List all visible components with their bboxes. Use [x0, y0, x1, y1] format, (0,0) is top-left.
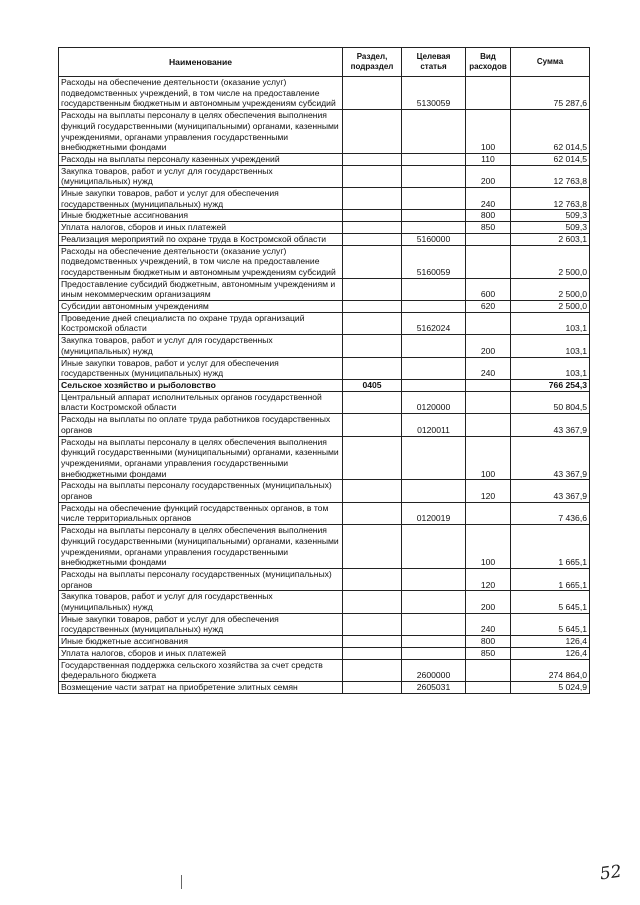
table-row — [59, 568, 590, 590]
cell-section — [343, 245, 402, 278]
cell-name: Расходы на выплаты персоналу в целях обеспечения выполнения функций государственными (муниципальными) органами, казенными учреждениями, органами управления государственными внебюджетными фондами — [59, 525, 343, 569]
cell-sum: 62 014,5 — [511, 153, 590, 165]
cell-section — [343, 647, 402, 659]
table-row — [59, 335, 590, 357]
cell-sum: 126,4 — [511, 636, 590, 648]
cell-section: 0405 — [343, 379, 402, 391]
cell-type — [466, 245, 511, 278]
table-row — [59, 312, 590, 334]
cell-sum: 43 367,9 — [511, 480, 590, 502]
cell-sum: 103,1 — [511, 312, 590, 334]
table-row — [59, 77, 590, 110]
cell-section — [343, 480, 402, 502]
cell-article — [402, 165, 466, 187]
cell-article — [402, 591, 466, 613]
table-row — [59, 647, 590, 659]
table-row — [59, 233, 590, 245]
cell-name: Иные бюджетные ассигнования — [59, 210, 343, 222]
cell-name: Предоставление субсидий бюджетным, автономным учреждениям и иным некоммерческим организациям — [59, 278, 343, 300]
cell-article — [402, 525, 466, 569]
table-row — [59, 245, 590, 278]
cell-sum: 62 014,5 — [511, 110, 590, 154]
cell-article — [402, 357, 466, 379]
cell-name: Расходы на выплаты по оплате труда работников государственных органов — [59, 414, 343, 436]
budget-table — [58, 47, 590, 694]
cell-section — [343, 568, 402, 590]
table-row — [59, 165, 590, 187]
cell-name: Иные бюджетные ассигнования — [59, 636, 343, 648]
cell-type: 620 — [466, 301, 511, 313]
cell-type — [466, 312, 511, 334]
cell-type: 240 — [466, 357, 511, 379]
table-row — [59, 414, 590, 436]
cell-type: 110 — [466, 153, 511, 165]
cell-article — [402, 480, 466, 502]
cell-sum: 5 645,1 — [511, 613, 590, 635]
cell-section — [343, 414, 402, 436]
cell-section — [343, 335, 402, 357]
cell-section — [343, 301, 402, 313]
cell-sum: 12 763,8 — [511, 188, 590, 210]
cell-article — [402, 636, 466, 648]
cell-section — [343, 391, 402, 413]
cell-name: Реализация мероприятий по охране труда в Костромской области — [59, 233, 343, 245]
cell-article — [402, 278, 466, 300]
cell-article — [402, 647, 466, 659]
cell-type: 200 — [466, 591, 511, 613]
table-row — [59, 391, 590, 413]
cell-article: 0120011 — [402, 414, 466, 436]
table-row — [59, 525, 590, 569]
cell-sum: 43 367,9 — [511, 414, 590, 436]
cell-type: 850 — [466, 647, 511, 659]
cell-type: 100 — [466, 110, 511, 154]
table-row — [59, 659, 590, 681]
cell-name: Закупка товаров, работ и услуг для государственных (муниципальных) нужд — [59, 165, 343, 187]
header-type: Вид расходов — [466, 48, 511, 77]
table-row — [59, 480, 590, 502]
cell-sum: 5 645,1 — [511, 591, 590, 613]
cell-section — [343, 636, 402, 648]
cell-type: 120 — [466, 568, 511, 590]
cell-name: Иные закупки товаров, работ и услуг для обеспечения государственных (муниципальных) нужд — [59, 188, 343, 210]
cell-article — [402, 210, 466, 222]
table-row — [59, 502, 590, 524]
cell-name: Расходы на выплаты персоналу государственных (муниципальных) органов — [59, 568, 343, 590]
table-row — [59, 188, 590, 210]
table-row — [59, 278, 590, 300]
table-row — [59, 222, 590, 234]
cell-article — [402, 301, 466, 313]
cell-section — [343, 210, 402, 222]
cell-article: 0120019 — [402, 502, 466, 524]
cell-name: Расходы на обеспечение функций государственных органов, в том числе территориальных органов — [59, 502, 343, 524]
cell-article: 2605031 — [402, 681, 466, 693]
cell-type — [466, 414, 511, 436]
cell-sum: 5 024,9 — [511, 681, 590, 693]
cell-name: Закупка товаров, работ и услуг для государственных (муниципальных) нужд — [59, 591, 343, 613]
table-row — [59, 681, 590, 693]
cell-type: 850 — [466, 222, 511, 234]
cell-section — [343, 591, 402, 613]
table-row — [59, 153, 590, 165]
cell-section — [343, 681, 402, 693]
cell-sum: 2 500,0 — [511, 301, 590, 313]
cell-section — [343, 233, 402, 245]
table-body — [59, 77, 590, 694]
cell-type: 800 — [466, 636, 511, 648]
cell-sum: 103,1 — [511, 335, 590, 357]
cell-section — [343, 312, 402, 334]
cell-article — [402, 335, 466, 357]
cell-name: Уплата налогов, сборов и иных платежей — [59, 222, 343, 234]
cell-section — [343, 222, 402, 234]
cell-article — [402, 379, 466, 391]
cell-name: Расходы на выплаты персоналу государственных (муниципальных) органов — [59, 480, 343, 502]
cell-article: 5162024 — [402, 312, 466, 334]
cell-sum: 103,1 — [511, 357, 590, 379]
cell-article: 0120000 — [402, 391, 466, 413]
cell-section — [343, 659, 402, 681]
cell-name: Закупка товаров, работ и услуг для государственных (муниципальных) нужд — [59, 335, 343, 357]
cell-name: Расходы на выплаты персоналу казенных учреждений — [59, 153, 343, 165]
cell-type: 200 — [466, 335, 511, 357]
cell-type — [466, 391, 511, 413]
cell-type: 600 — [466, 278, 511, 300]
scan-mark — [181, 875, 182, 889]
header-row — [59, 48, 590, 77]
cell-article: 2600000 — [402, 659, 466, 681]
cell-article — [402, 110, 466, 154]
cell-sum: 2 500,0 — [511, 245, 590, 278]
header-article: Целевая статья — [402, 48, 466, 77]
cell-sum: 2 603,1 — [511, 233, 590, 245]
cell-type: 240 — [466, 613, 511, 635]
table-row — [59, 613, 590, 635]
cell-name: Субсидии автономным учреждениям — [59, 301, 343, 313]
table-row — [59, 636, 590, 648]
cell-sum: 509,3 — [511, 210, 590, 222]
cell-type: 800 — [466, 210, 511, 222]
header-name: Наименование — [59, 48, 343, 77]
cell-name: Проведение дней специалиста по охране труда организаций Костромской области — [59, 312, 343, 334]
cell-sum: 509,3 — [511, 222, 590, 234]
cell-name: Расходы на обеспечение деятельности (оказание услуг) подведомственных учреждений, в том числе на предоставление государственным бюджетным и автономным учреждениям субсидий — [59, 77, 343, 110]
cell-article — [402, 613, 466, 635]
cell-sum: 2 500,0 — [511, 278, 590, 300]
cell-sum: 7 436,6 — [511, 502, 590, 524]
table-row — [59, 357, 590, 379]
table-row — [59, 210, 590, 222]
cell-section — [343, 613, 402, 635]
header-section: Раздел, подраздел — [343, 48, 402, 77]
cell-type — [466, 659, 511, 681]
table-row — [59, 110, 590, 154]
cell-type: 100 — [466, 436, 511, 480]
cell-sum: 75 287,6 — [511, 77, 590, 110]
cell-section — [343, 77, 402, 110]
cell-sum: 766 254,3 — [511, 379, 590, 391]
cell-type: 120 — [466, 480, 511, 502]
cell-article — [402, 436, 466, 480]
cell-article — [402, 568, 466, 590]
cell-type: 200 — [466, 165, 511, 187]
cell-name: Расходы на выплаты персоналу в целях обеспечения выполнения функций государственными (муниципальными) органами, казенными учреждениями, органами управления государственными внебюджетными фондами — [59, 110, 343, 154]
cell-type — [466, 502, 511, 524]
table-row — [59, 436, 590, 480]
cell-article: 5160059 — [402, 245, 466, 278]
cell-sum: 50 804,5 — [511, 391, 590, 413]
cell-article — [402, 222, 466, 234]
cell-section — [343, 357, 402, 379]
cell-name: Уплата налогов, сборов и иных платежей — [59, 647, 343, 659]
cell-sum: 43 367,9 — [511, 436, 590, 480]
cell-name: Расходы на выплаты персоналу в целях обеспечения выполнения функций государственными (муниципальными) органами, казенными учреждениями, органами управления государственными внебюджетными фондами — [59, 436, 343, 480]
cell-name: Иные закупки товаров, работ и услуг для обеспечения государственных (муниципальных) нужд — [59, 613, 343, 635]
cell-type — [466, 681, 511, 693]
cell-section — [343, 436, 402, 480]
cell-section — [343, 165, 402, 187]
cell-sum: 126,4 — [511, 647, 590, 659]
cell-name: Иные закупки товаров, работ и услуг для обеспечения государственных (муниципальных) нужд — [59, 357, 343, 379]
table-row — [59, 301, 590, 313]
cell-type: 100 — [466, 525, 511, 569]
cell-article: 5130059 — [402, 77, 466, 110]
cell-type — [466, 233, 511, 245]
table-row — [59, 379, 590, 391]
cell-type — [466, 77, 511, 110]
page-number: 52 — [598, 861, 623, 885]
cell-article — [402, 188, 466, 210]
cell-name: Расходы на обеспечение деятельности (оказание услуг) подведомственных учреждений, в том числе на предоставление государственным бюджетным и автономным учреждениям субсидий — [59, 245, 343, 278]
cell-type — [466, 379, 511, 391]
cell-section — [343, 502, 402, 524]
cell-name: Сельское хозяйство и рыболовство — [59, 379, 343, 391]
cell-name: Государственная поддержка сельского хозяйства за счет средств федерального бюджета — [59, 659, 343, 681]
cell-name: Центральный аппарат исполнительных органов государственной власти Костромской области — [59, 391, 343, 413]
cell-name: Возмещение части затрат на приобретение элитных семян — [59, 681, 343, 693]
cell-sum: 1 665,1 — [511, 568, 590, 590]
cell-section — [343, 278, 402, 300]
header-sum: Сумма — [511, 48, 590, 77]
cell-article: 5160000 — [402, 233, 466, 245]
cell-sum: 1 665,1 — [511, 525, 590, 569]
cell-section — [343, 525, 402, 569]
cell-section — [343, 188, 402, 210]
cell-sum: 274 864,0 — [511, 659, 590, 681]
table-row — [59, 591, 590, 613]
cell-section — [343, 153, 402, 165]
cell-article — [402, 153, 466, 165]
cell-sum: 12 763,8 — [511, 165, 590, 187]
cell-section — [343, 110, 402, 154]
cell-type: 240 — [466, 188, 511, 210]
